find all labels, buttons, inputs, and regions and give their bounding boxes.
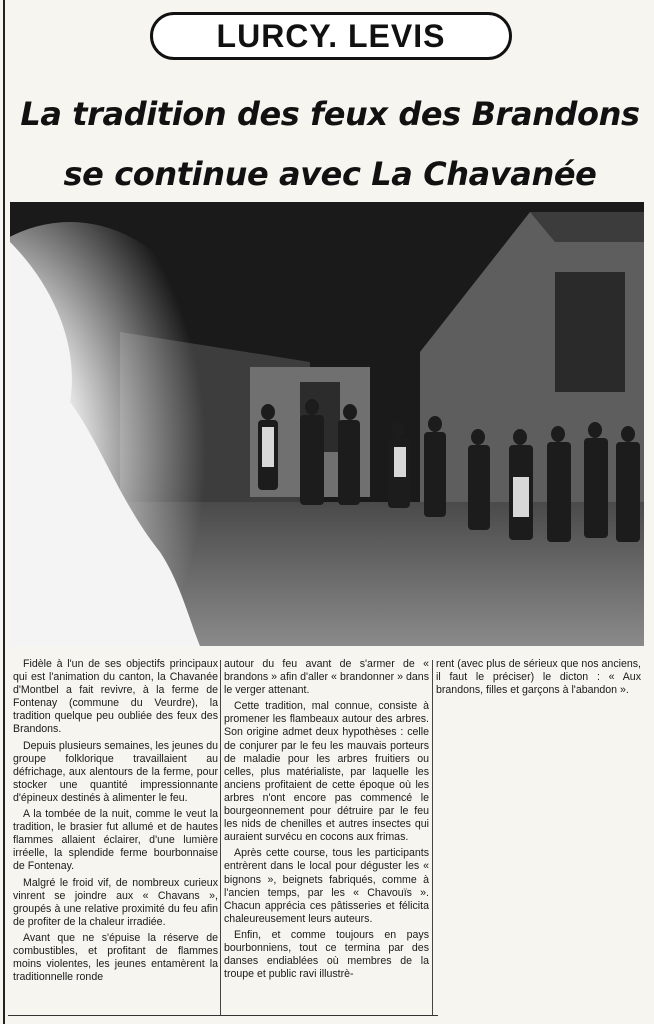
paragraph: rent (avec plus de sérieux que nos anciens, il faut le préciser) le dicton : « Aux brandons, filles et garçons à l'abandon ». bbox=[436, 658, 641, 697]
paragraph: Depuis plusieurs semaines, les jeunes du groupe folklorique travaillaient au défrichage, aux alentours de la ferme, pour stocker une quantité impressionnante d'épineux destinés à alimenter le feu. bbox=[13, 739, 218, 804]
column-divider bbox=[220, 660, 221, 1015]
paragraph: Après cette course, tous les participants entrèrent dans le local pour déguster les « bignons », beignets fabriqués, comme à l'ancien temps, par les « Chavouïs ». Chacun apprécia ces pâtisseries et félicita chaleureusement leurs auteurs. bbox=[224, 847, 429, 925]
photo-illustration bbox=[10, 202, 644, 646]
paragraph: Fidèle à l'un de ses objectifs principaux qui est l'animation du canton, la Chavanée d'Montbel a fait revivre, à la ferme de Fontenay (commune du Veurdre), la tradition quelque peu oubliée des feux des Brandons. bbox=[13, 658, 218, 736]
column-divider bbox=[432, 660, 433, 1015]
paragraph: Enfin, et comme toujours en pays bourbonniens, tout ce termina par des danses endiablées où membres de la troupe et public ravi illustrè- bbox=[224, 928, 429, 981]
paragraph: Avant que ne s'épuise la réserve de combustibles, et profitant de flammes moins violentes, les jeunes entamèrent la traditionnelle ronde bbox=[13, 931, 218, 984]
town-name: LURCY. LEVIS bbox=[216, 17, 446, 54]
article-column-2 bbox=[224, 658, 429, 984]
bonfire-photo bbox=[10, 202, 644, 646]
article-column-1 bbox=[13, 658, 218, 987]
article-column-3 bbox=[436, 658, 641, 700]
paragraph: Cette tradition, mal connue, consiste à promener les flambeaux autour des arbres. Son origine admet deux hypothèses : celle de conjurer par le feu les mauvais porteurs de maladie pour les arbres fruitiers ou celles, plus matérialiste, par laquelle les anciens profitaient de cette époque où les arbres n'ont encore pas commencé le bourgeonnement pour détruire par le feu les nids de chenilles et autres insectes qui auraient survécu en cocons aux frimas. bbox=[224, 700, 429, 844]
town-banner bbox=[150, 12, 512, 60]
headline-line-2: se continue avec La Chavanée bbox=[63, 155, 597, 193]
bottom-rule bbox=[8, 1015, 438, 1016]
paragraph: autour du feu avant de s'armer de « brandons » afin d'aller « brandonner » dans le verger attenant. bbox=[224, 658, 429, 697]
paragraph: Malgré le froid vif, de nombreux curieux vinrent se joindre aux « Chavans », groupés à une relative proximité du feu afin de profiter de la chaleur irradiée. bbox=[13, 876, 218, 928]
left-margin-rule bbox=[3, 0, 5, 1024]
headline-line-1: La tradition des feux des Brandons bbox=[20, 95, 640, 133]
paragraph: A la tombée de la nuit, comme le veut la tradition, le brasier fut allumé et de hautes flammes allaient éclairer, d'une lumière irréelle, la splendide ferme bourbonnaise de Fontenay. bbox=[13, 808, 218, 873]
